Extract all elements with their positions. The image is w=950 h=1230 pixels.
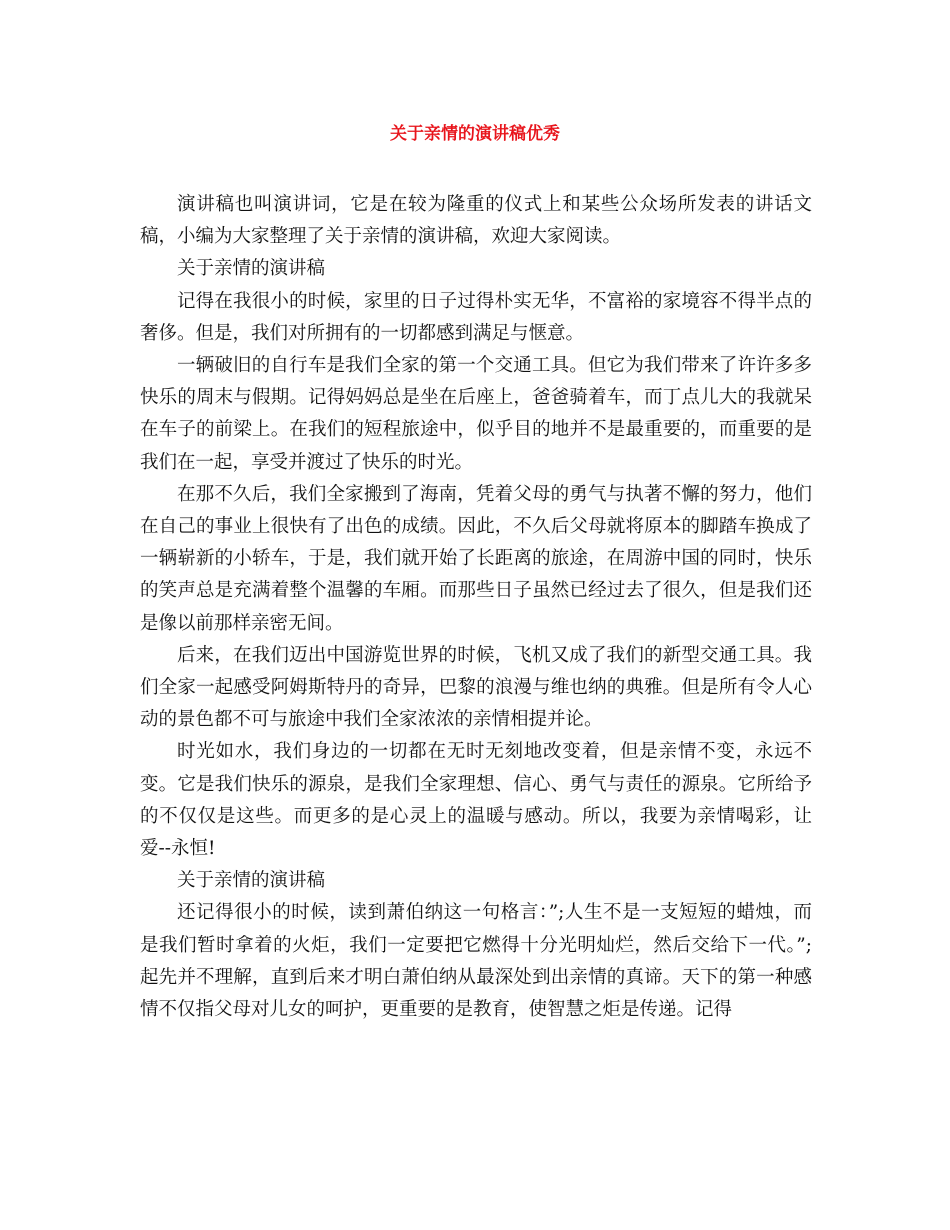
intro-paragraph: 演讲稿也叫演讲词，它是在较为隆重的仪式上和某些公众场所发表的讲话文稿，小编为大家整理了关于亲情的演讲稿，欢迎大家阅读。 [140, 194, 812, 248]
body-paragraph: 时光如水，我们身边的一切都在无时无刻地改变着，但是亲情不变，永远不变。它是我们快乐的源泉，是我们全家理想、信心、勇气与责任的源泉。它所给予的不仅仅是这些。而更多的是心灵上的温暖与感动。所以，我要为亲情喝彩，让爱--永恒! [140, 741, 812, 860]
body-paragraph: 一辆破旧的自行车是我们全家的第一个交通工具。但它为我们带来了许许多多快乐的周末与假期。记得妈妈总是坐在后座上，爸爸骑着车，而丁点儿大的我就呆在车子的前梁上。在我们的短程旅途中，似乎目的地并不是最重要的，而重要的是我们在一起，享受并渡过了快乐的时光。 [140, 355, 812, 473]
body-paragraph: 记得在我很小的时候，家里的日子过得朴实无华，不富裕的家境容不得半点的奢侈。但是，我们对所拥有的一切都感到满足与惬意。 [140, 290, 812, 344]
body-paragraph: 后来，在我们迈出中国游览世界的时候，飞机又成了我们的新型交通工具。我们全家一起感受阿姆斯特丹的奇异，巴黎的浪漫与维也纳的典雅。但是所有令人心动的景色都不可与旅途中我们全家浓浓的亲情相提并论。 [140, 644, 812, 731]
document-title: 关于亲情的演讲稿优秀 [390, 124, 560, 144]
section-heading: 关于亲情的演讲稿 [177, 870, 326, 892]
body-paragraph: 在那不久后，我们全家搬到了海南，凭着父母的勇气与执著不懈的努力，他们在自己的事业上很快有了出色的成绩。因此，不久后父母就将原本的脚踏车换成了一辆崭新的小轿车，于是，我们就开始了长距离的旅途，在周游中国的同时，快乐的笑声总是充满着整个温馨的车厢。而那些日子虽然已经过去了很久，但是我们还是像以前那样亲密无间。 [140, 483, 812, 634]
document-body [140, 189, 812, 1026]
section-heading: 关于亲情的演讲稿 [177, 258, 326, 280]
body-paragraph: 还记得很小的时候，读到萧伯纳这一句格言：”;人生不是一支短短的蜡烛，而是我们暂时拿着的火炬，我们一定要把它燃得十分光明灿烂，然后交给下一代。”;起先并不理解，直到后来才明白萧伯纳从最深处到出亲情的真谛。天下的第一种感情不仅指父母对儿女的呵护，更重要的是教育，使智慧之炬是传递。记得 [140, 902, 812, 1021]
